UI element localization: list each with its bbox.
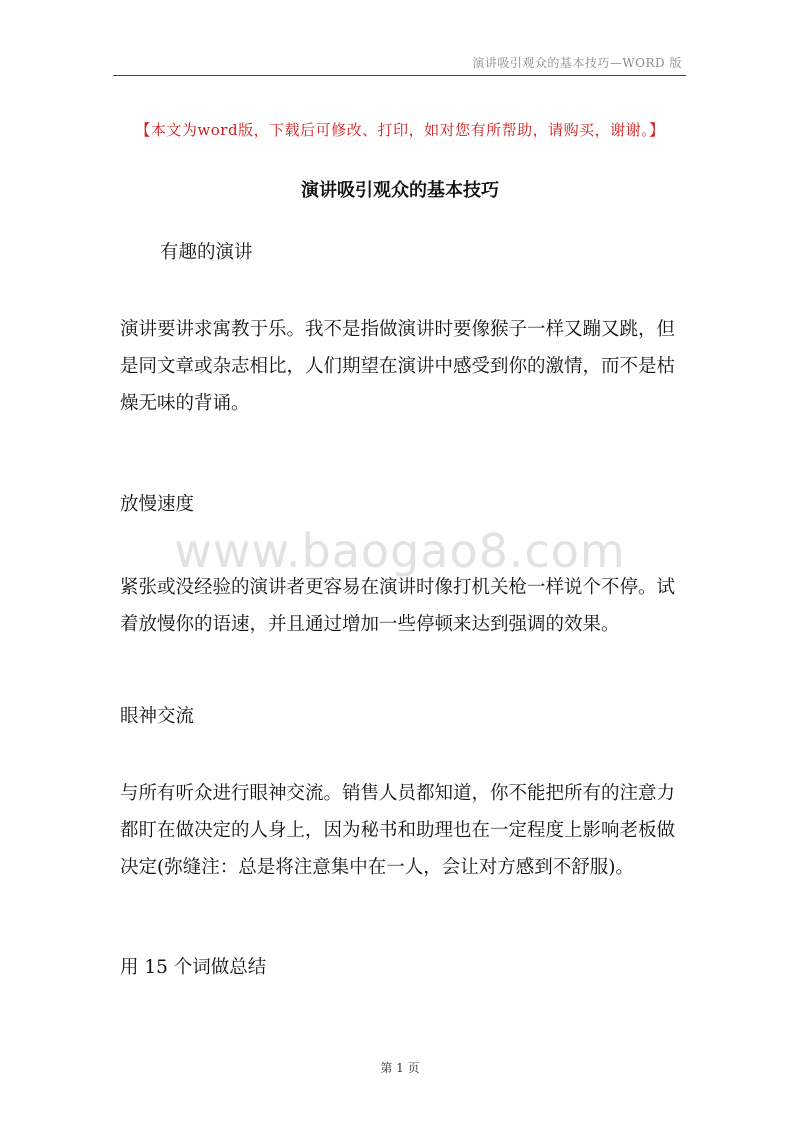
watermark-text: www.baogao8.com <box>174 524 626 578</box>
section-body-slow-down: 紧张或没经验的演讲者更容易在演讲时像打机关枪一样说个不停。试着放慢你的语速，并且通过增加一些停顿来达到强调的效果。 <box>120 577 676 635</box>
running-header: 演讲吸引观众的基本技巧—WORD 版 <box>472 56 682 70</box>
purchase-notice: 【本文为word版，下载后可修改、打印，如对您有所帮助，请购买，谢谢。】 <box>135 121 665 139</box>
section-body-eye-contact: 与所有听众进行眼神交流。销售人员都知道，你不能把所有的注意力都盯在做决定的人身上，因为秘书和助理也在一定程度上影响老板做决定(弥缝注：总是将注意集中在一人，会让对方感到不舒服)。 <box>120 783 676 878</box>
header-divider <box>113 75 686 76</box>
section-body-interesting-speech: 演讲要讲求寓教于乐。我不是指做演讲时要像猴子一样又蹦又跳，但是同文章或杂志相比，人们期望在演讲中感受到你的激情，而不是枯燥无味的背诵。 <box>120 319 676 414</box>
section-heading-summary: 用 15 个词做总结 <box>120 957 267 978</box>
section-heading-slow-down: 放慢速度 <box>120 494 195 515</box>
document-title: 演讲吸引观众的基本技巧 <box>301 180 499 201</box>
section-heading-eye-contact: 眼神交流 <box>120 706 195 727</box>
section-heading-interesting-speech: 有趣的演讲 <box>160 242 253 263</box>
page-number: 第 1 页 <box>380 1061 420 1075</box>
